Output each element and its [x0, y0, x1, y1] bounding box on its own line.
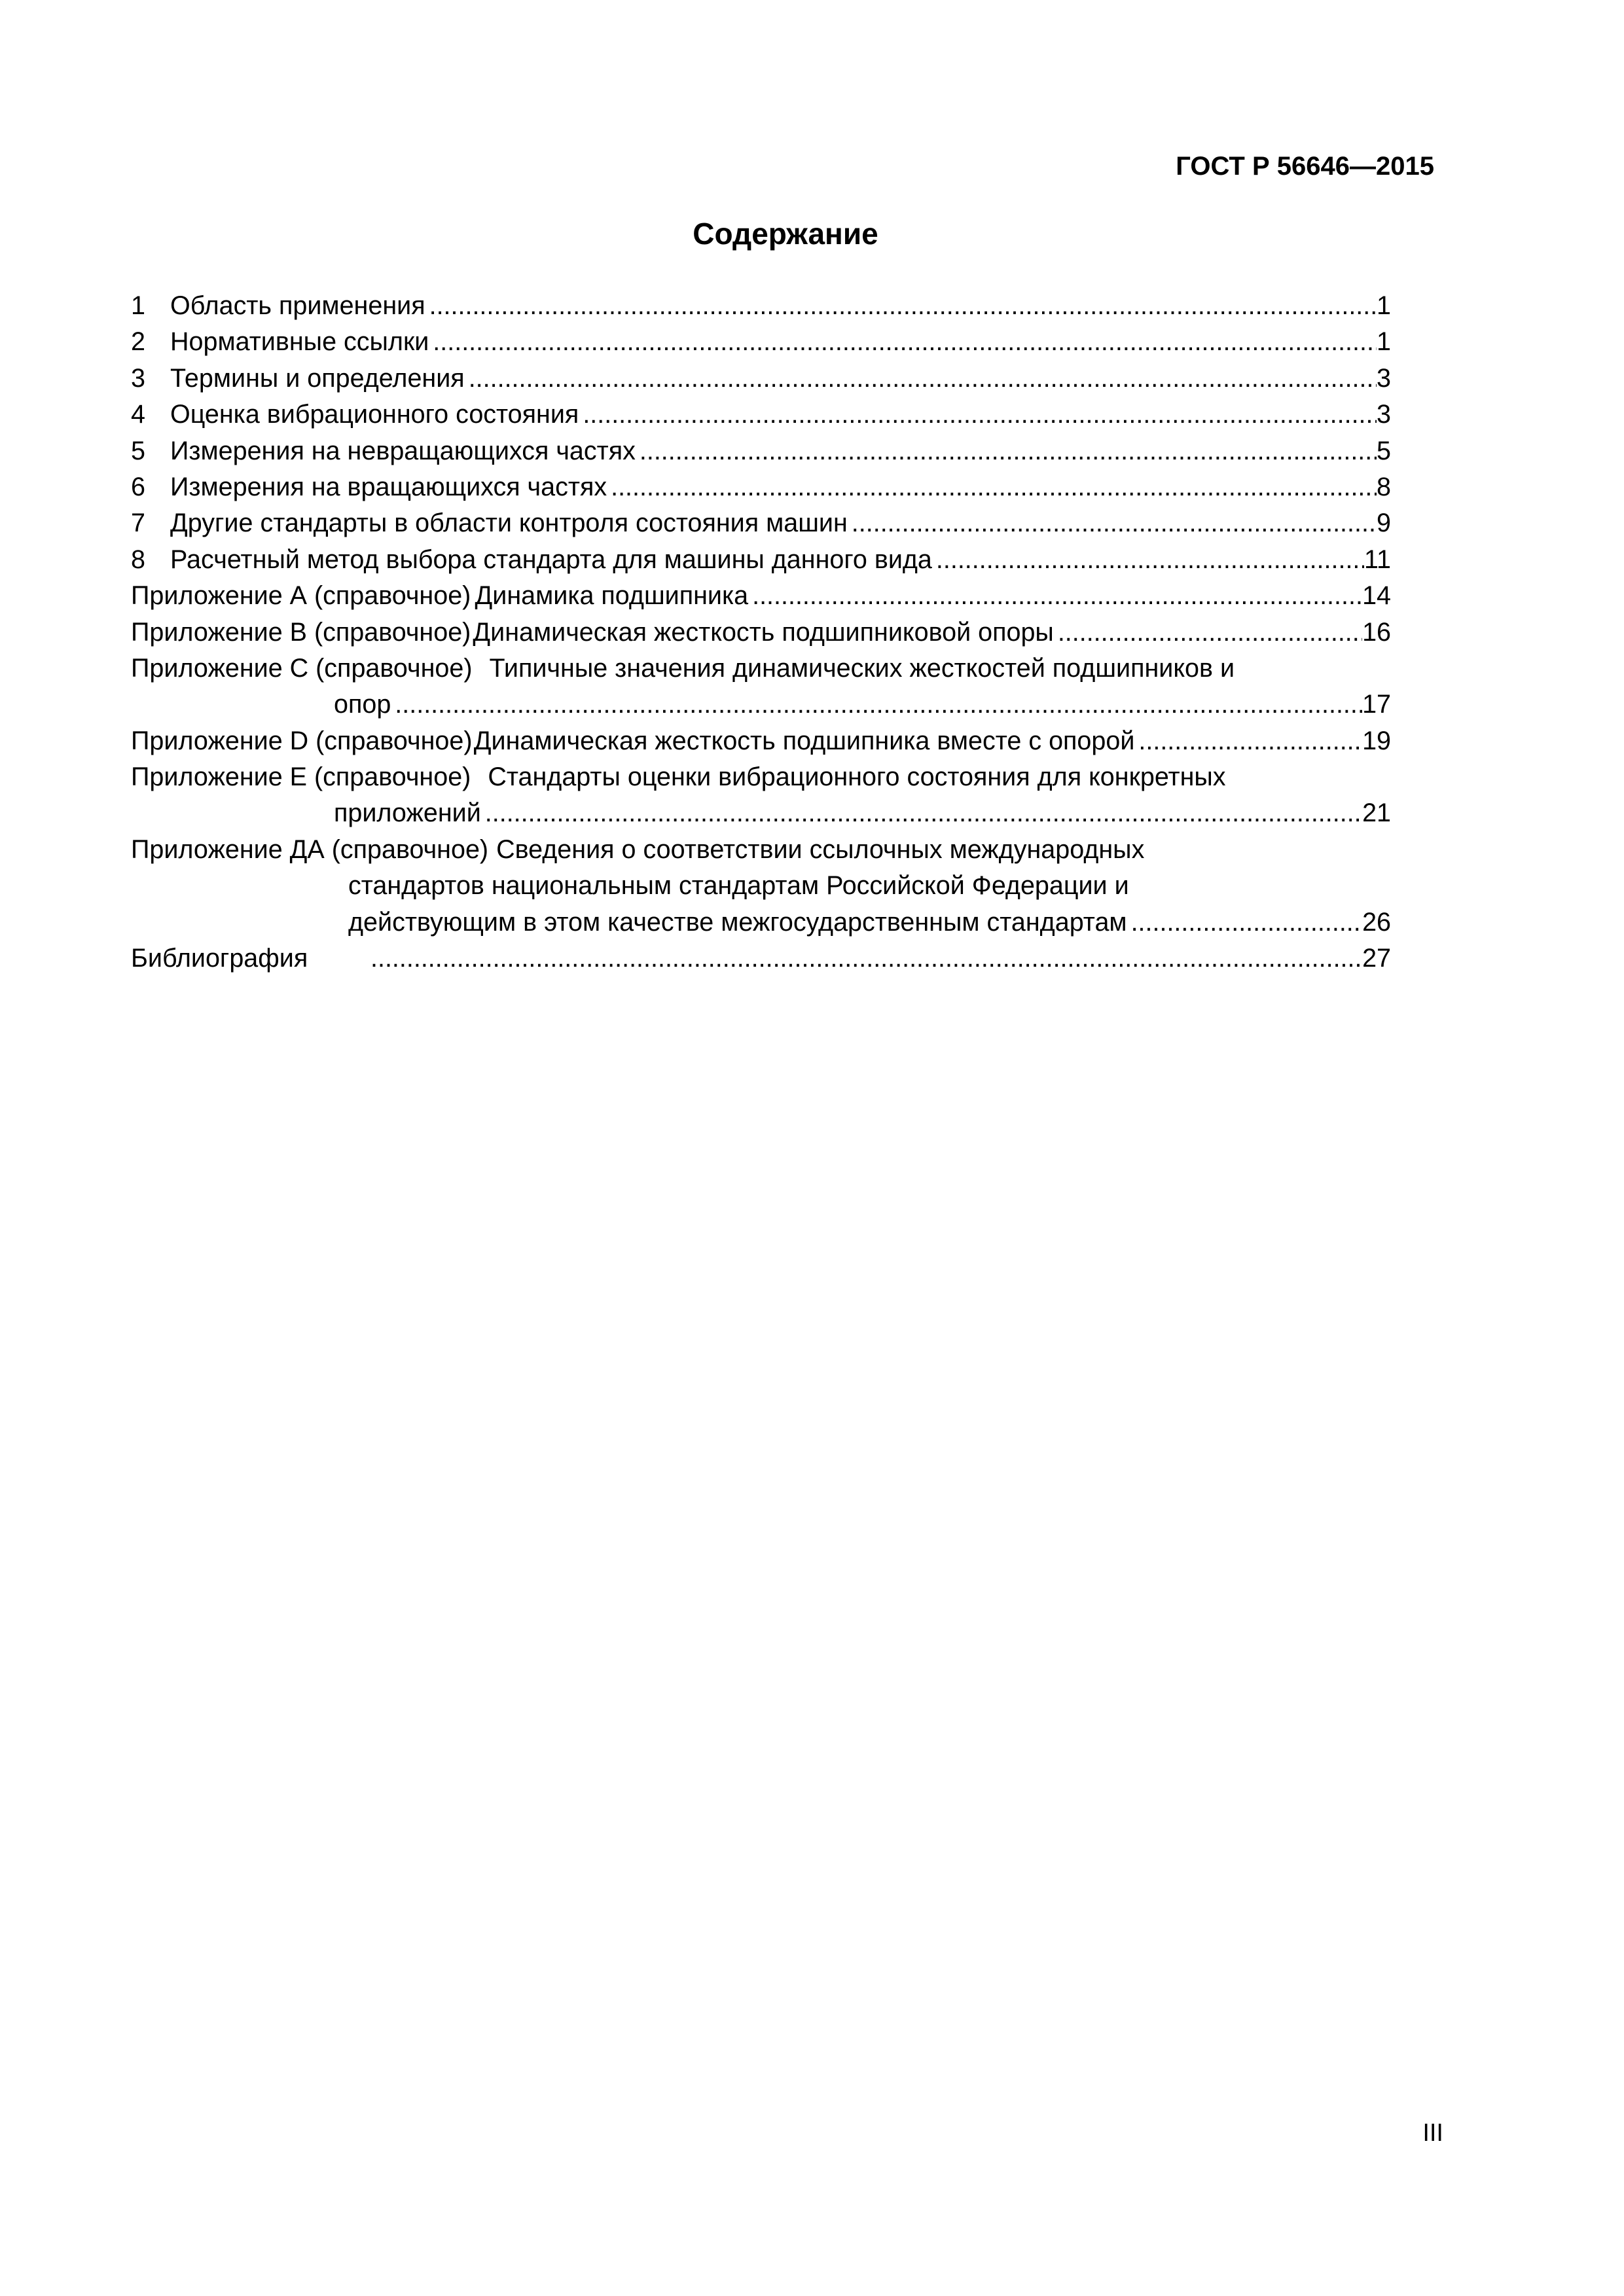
- toc-annex-da-continuation[interactable]: [131, 905, 1391, 941]
- toc-entry[interactable]: [131, 433, 1391, 469]
- toc-annex-da-continuation[interactable]: [131, 868, 1391, 904]
- toc-entry-title: Термины и определения: [170, 363, 465, 393]
- toc-entry-page: 26: [1362, 907, 1391, 937]
- toc-entry-page: 17: [1362, 690, 1391, 719]
- annex-label: Приложение Е (справочное): [131, 762, 471, 792]
- dot-leader: [752, 578, 1362, 614]
- toc-entry-page: 9: [1377, 509, 1391, 538]
- toc-entry-page: 1: [1377, 327, 1391, 357]
- annex-label: Приложение С (справочное): [131, 653, 473, 683]
- toc-entry-number: 3: [131, 363, 145, 393]
- annex-label: Приложение D (справочное): [131, 726, 473, 755]
- toc-entry-page: 21: [1362, 798, 1391, 828]
- toc-entry[interactable]: [131, 361, 1391, 397]
- annex-title: Динамика подшипника: [475, 581, 749, 611]
- toc-entry-number: 5: [131, 436, 145, 465]
- toc-entry[interactable]: [131, 505, 1391, 541]
- toc-entry-title: Расчетный метод выбора стандарта для машины данного вида: [170, 545, 932, 574]
- toc-entry-title: Другие стандарты в области контроля состояния машин: [170, 509, 848, 538]
- toc-entry[interactable]: [131, 288, 1391, 324]
- toc-annex-a[interactable]: [131, 578, 1391, 614]
- toc-annex-e[interactable]: [131, 759, 1391, 795]
- toc-annex-e-continuation[interactable]: [131, 795, 1391, 831]
- dot-leader: [433, 324, 1377, 360]
- toc-entry[interactable]: [131, 469, 1391, 505]
- annex-title: Типичные значения динамических жесткостей подшипников и: [489, 653, 1235, 683]
- toc-entry-page: 11: [1363, 545, 1391, 574]
- annex-label: Приложение ДА (справочное): [131, 834, 489, 864]
- toc-entry-number: 4: [131, 400, 145, 429]
- annex-title: Динамическая жесткость подшипника вместе с опорой: [473, 726, 1135, 755]
- dot-leader: [640, 433, 1377, 469]
- toc-entry-page: 8: [1377, 472, 1391, 501]
- toc-bibliography[interactable]: [131, 941, 1391, 977]
- toc-annex-c-continuation[interactable]: [131, 687, 1391, 723]
- dot-leader: [1058, 615, 1362, 651]
- annex-title-continuation: опор: [334, 690, 391, 719]
- toc-title: Содержание: [693, 217, 878, 251]
- toc-entry-page: 14: [1362, 581, 1391, 611]
- annex-title: Сведения о соответствии ссылочных международных: [496, 834, 1145, 864]
- annex-label: Приложение А (справочное): [131, 581, 471, 611]
- toc-entry-title: Измерения на невращающихся частях: [170, 436, 636, 465]
- toc-annex-c[interactable]: [131, 651, 1391, 687]
- toc-entry-page: 19: [1362, 726, 1391, 755]
- toc-entry-number: 2: [131, 327, 145, 357]
- toc-entry-page: 3: [1377, 363, 1391, 393]
- dot-leader: [429, 288, 1377, 324]
- toc-entry-title: Оценка вибрационного состояния: [170, 400, 579, 429]
- toc-entry-number: 8: [131, 545, 145, 574]
- toc-entry-title: Измерения на вращающихся частях: [170, 472, 607, 501]
- toc-entry-number: 7: [131, 509, 145, 538]
- dot-leader: [583, 397, 1377, 433]
- toc-entry-page: 3: [1377, 400, 1391, 429]
- dot-leader: [852, 505, 1377, 541]
- toc-annex-b[interactable]: [131, 615, 1391, 651]
- toc-entry-number: 6: [131, 472, 145, 501]
- annex-title-continuation: приложений: [334, 798, 481, 828]
- page-number: III: [1422, 2119, 1443, 2147]
- annex-label: Приложение В (справочное): [131, 617, 471, 647]
- toc-entry-page: 27: [1362, 944, 1391, 973]
- dot-leader: [1138, 723, 1362, 759]
- toc-entry-page: 5: [1377, 436, 1391, 465]
- dot-leader: [1131, 905, 1362, 941]
- toc-annex-d[interactable]: [131, 723, 1391, 759]
- toc-entry-title: Нормативные ссылки: [170, 327, 429, 357]
- table-of-contents: [131, 288, 1391, 977]
- annex-title: Стандарты оценки вибрационного состояния для конкретных: [488, 762, 1226, 792]
- document-code: ГОСТ Р 56646—2015: [1176, 152, 1434, 181]
- annex-title-continuation: стандартов национальным стандартам Российской Федерации и: [348, 871, 1129, 901]
- toc-entry-page: 16: [1362, 617, 1391, 647]
- bibliography-label: Библиография: [131, 944, 308, 973]
- toc-entry[interactable]: [131, 542, 1391, 578]
- toc-entry-number: 1: [131, 291, 145, 320]
- toc-entry-title: Область применения: [170, 291, 425, 320]
- toc-annex-da[interactable]: [131, 832, 1391, 868]
- dot-leader: [370, 941, 1362, 977]
- dot-leader: [611, 469, 1377, 505]
- toc-entry[interactable]: [131, 324, 1391, 360]
- dot-leader: [485, 795, 1362, 831]
- annex-title-continuation: действующим в этом качестве межгосударственным стандартам: [348, 907, 1127, 937]
- dot-leader: [469, 361, 1377, 397]
- toc-entry[interactable]: [131, 397, 1391, 433]
- toc-entry-page: 1: [1377, 291, 1391, 320]
- annex-title: Динамическая жесткость подшипниковой опоры: [473, 617, 1054, 647]
- dot-leader: [395, 687, 1362, 723]
- dot-leader: [936, 542, 1364, 578]
